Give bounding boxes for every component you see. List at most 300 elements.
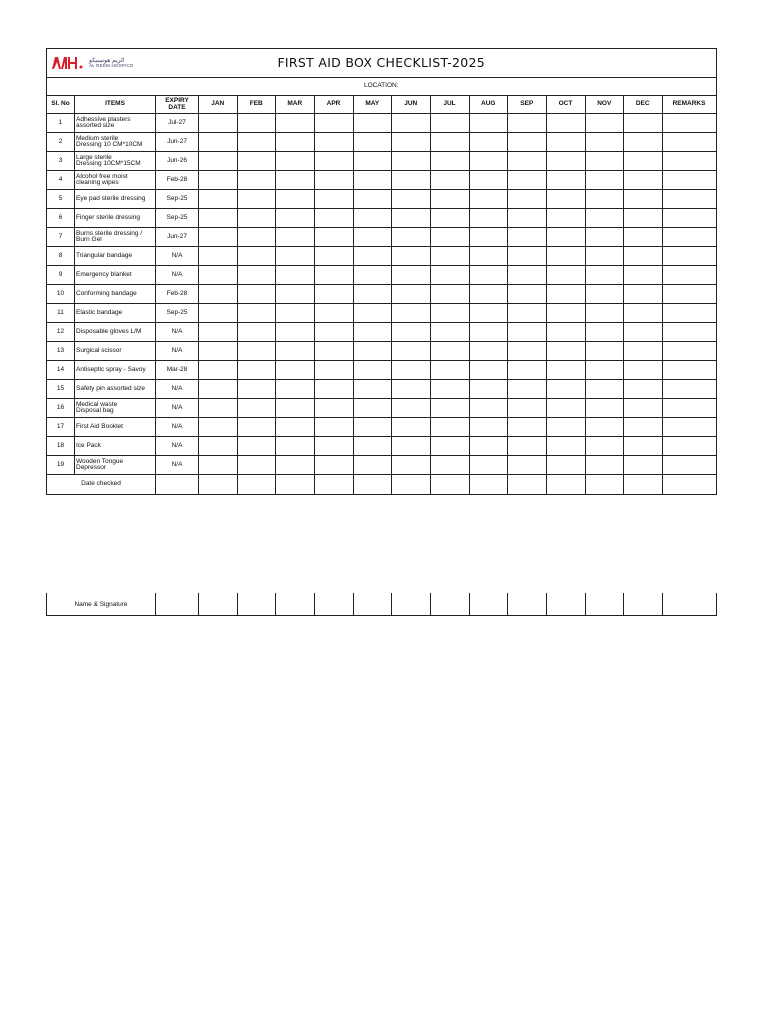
month-check-cell[interactable] [508, 304, 547, 323]
signature-cell[interactable] [156, 593, 199, 616]
month-check-cell[interactable] [314, 456, 353, 475]
month-check-cell[interactable] [392, 304, 431, 323]
remarks-cell[interactable] [662, 247, 716, 266]
month-check-cell[interactable] [624, 152, 663, 171]
month-check-cell[interactable] [585, 361, 624, 380]
month-check-cell[interactable] [314, 247, 353, 266]
month-check-cell[interactable] [546, 152, 585, 171]
signature-cell[interactable] [314, 593, 353, 616]
month-check-cell[interactable] [199, 342, 238, 361]
month-check-cell[interactable] [469, 209, 508, 228]
month-check-cell[interactable] [508, 209, 547, 228]
month-check-cell[interactable] [237, 323, 276, 342]
month-check-cell[interactable] [508, 361, 547, 380]
remarks-cell[interactable] [662, 380, 716, 399]
month-check-cell[interactable] [314, 418, 353, 437]
month-check-cell[interactable] [392, 114, 431, 133]
month-check-cell[interactable] [546, 456, 585, 475]
month-check-cell[interactable] [624, 285, 663, 304]
remarks-cell[interactable] [662, 304, 716, 323]
month-check-cell[interactable] [430, 437, 469, 456]
date-checked-cell[interactable] [662, 475, 716, 495]
month-check-cell[interactable] [546, 114, 585, 133]
month-check-cell[interactable] [624, 228, 663, 247]
month-check-cell[interactable] [314, 133, 353, 152]
signature-cell[interactable] [546, 593, 585, 616]
month-check-cell[interactable] [392, 342, 431, 361]
month-check-cell[interactable] [237, 456, 276, 475]
remarks-cell[interactable] [662, 361, 716, 380]
month-check-cell[interactable] [430, 114, 469, 133]
remarks-cell[interactable] [662, 323, 716, 342]
month-check-cell[interactable] [430, 380, 469, 399]
month-check-cell[interactable] [430, 266, 469, 285]
month-check-cell[interactable] [199, 285, 238, 304]
month-check-cell[interactable] [314, 437, 353, 456]
month-check-cell[interactable] [392, 171, 431, 190]
row-sl-no: 16 [47, 399, 75, 418]
month-check-cell[interactable] [314, 323, 353, 342]
month-check-cell[interactable] [237, 190, 276, 209]
month-check-cell[interactable] [314, 380, 353, 399]
month-check-cell[interactable] [353, 323, 392, 342]
month-check-cell[interactable] [624, 456, 663, 475]
month-check-cell[interactable] [430, 190, 469, 209]
month-check-cell[interactable] [353, 437, 392, 456]
month-check-cell[interactable] [353, 304, 392, 323]
month-check-cell[interactable] [546, 323, 585, 342]
month-check-cell[interactable] [508, 285, 547, 304]
table-row [47, 171, 717, 190]
month-check-cell[interactable] [585, 437, 624, 456]
month-check-cell[interactable] [237, 399, 276, 418]
month-check-cell[interactable] [430, 456, 469, 475]
month-check-cell[interactable] [508, 190, 547, 209]
month-check-cell[interactable] [546, 247, 585, 266]
date-checked-cell[interactable] [199, 475, 238, 495]
month-check-cell[interactable] [353, 247, 392, 266]
month-check-cell[interactable] [585, 380, 624, 399]
month-check-cell[interactable] [353, 209, 392, 228]
month-check-cell[interactable] [624, 342, 663, 361]
column-header-month: JAN [199, 96, 238, 114]
month-check-cell[interactable] [585, 190, 624, 209]
month-check-cell[interactable] [508, 247, 547, 266]
row-expiry-date: N/A [156, 266, 199, 285]
month-check-cell[interactable] [624, 190, 663, 209]
remarks-cell[interactable] [662, 437, 716, 456]
month-check-cell[interactable] [199, 266, 238, 285]
remarks-cell[interactable] [662, 456, 716, 475]
month-check-cell[interactable] [276, 361, 315, 380]
remarks-cell[interactable] [662, 228, 716, 247]
month-check-cell[interactable] [508, 266, 547, 285]
month-check-cell[interactable] [624, 361, 663, 380]
month-check-cell[interactable] [314, 361, 353, 380]
month-check-cell[interactable] [508, 114, 547, 133]
date-checked-cell[interactable] [585, 475, 624, 495]
month-check-cell[interactable] [392, 285, 431, 304]
month-check-cell[interactable] [430, 323, 469, 342]
month-check-cell[interactable] [469, 418, 508, 437]
month-check-cell[interactable] [353, 190, 392, 209]
month-check-cell[interactable] [469, 114, 508, 133]
date-checked-cell[interactable] [276, 475, 315, 495]
row-item-name: Ice Pack [75, 437, 156, 456]
month-check-cell[interactable] [585, 342, 624, 361]
month-check-cell[interactable] [546, 228, 585, 247]
month-check-cell[interactable] [314, 190, 353, 209]
month-check-cell[interactable] [624, 133, 663, 152]
date-checked-cell[interactable] [314, 475, 353, 495]
month-check-cell[interactable] [508, 342, 547, 361]
month-check-cell[interactable] [624, 437, 663, 456]
month-check-cell[interactable] [314, 114, 353, 133]
month-check-cell[interactable] [392, 456, 431, 475]
month-check-cell[interactable] [199, 456, 238, 475]
month-check-cell[interactable] [276, 285, 315, 304]
month-check-cell[interactable] [546, 285, 585, 304]
month-check-cell[interactable] [624, 304, 663, 323]
month-check-cell[interactable] [392, 209, 431, 228]
month-check-cell[interactable] [469, 266, 508, 285]
month-check-cell[interactable] [585, 133, 624, 152]
month-check-cell[interactable] [430, 304, 469, 323]
month-check-cell[interactable] [276, 304, 315, 323]
signature-cell[interactable] [662, 593, 716, 616]
month-check-cell[interactable] [546, 133, 585, 152]
month-check-cell[interactable] [392, 133, 431, 152]
row-sl-no: 13 [47, 342, 75, 361]
signature-cell[interactable] [469, 593, 508, 616]
month-check-cell[interactable] [392, 361, 431, 380]
column-header-remarks: REMARKS [662, 96, 716, 114]
signature-cell[interactable] [508, 593, 547, 616]
signature-cell[interactable] [392, 593, 431, 616]
date-checked-cell[interactable] [156, 475, 199, 495]
month-check-cell[interactable] [276, 133, 315, 152]
month-check-cell[interactable] [430, 247, 469, 266]
table-row [47, 323, 717, 342]
month-check-cell[interactable] [276, 228, 315, 247]
month-check-cell[interactable] [585, 171, 624, 190]
month-check-cell[interactable] [199, 114, 238, 133]
month-check-cell[interactable] [199, 171, 238, 190]
row-sl-no: 9 [47, 266, 75, 285]
month-check-cell[interactable] [546, 418, 585, 437]
row-item-name: Burns sterile dressing / Burn Gel [75, 228, 156, 247]
month-check-cell[interactable] [314, 342, 353, 361]
month-check-cell[interactable] [353, 133, 392, 152]
month-check-cell[interactable] [353, 266, 392, 285]
month-check-cell[interactable] [469, 380, 508, 399]
month-check-cell[interactable] [276, 456, 315, 475]
month-check-cell[interactable] [314, 209, 353, 228]
month-check-cell[interactable] [430, 342, 469, 361]
month-check-cell[interactable] [624, 380, 663, 399]
column-header-month: FEB [237, 96, 276, 114]
month-check-cell[interactable] [546, 209, 585, 228]
month-check-cell[interactable] [585, 456, 624, 475]
month-check-cell[interactable] [353, 418, 392, 437]
signature-cell[interactable] [276, 593, 315, 616]
month-check-cell[interactable] [392, 247, 431, 266]
month-check-cell[interactable] [546, 342, 585, 361]
month-check-cell[interactable] [276, 266, 315, 285]
row-expiry-date: Jun-27 [156, 228, 199, 247]
month-check-cell[interactable] [546, 304, 585, 323]
month-check-cell[interactable] [199, 133, 238, 152]
date-checked-cell[interactable] [430, 475, 469, 495]
month-check-cell[interactable] [508, 399, 547, 418]
date-checked-cell[interactable] [546, 475, 585, 495]
month-check-cell[interactable] [199, 418, 238, 437]
remarks-cell[interactable] [662, 418, 716, 437]
month-check-cell[interactable] [508, 380, 547, 399]
month-check-cell[interactable] [353, 171, 392, 190]
month-check-cell[interactable] [237, 285, 276, 304]
month-check-cell[interactable] [392, 399, 431, 418]
row-sl-no: 10 [47, 285, 75, 304]
month-check-cell[interactable] [624, 266, 663, 285]
column-header-month: MAY [353, 96, 392, 114]
month-check-cell[interactable] [276, 437, 315, 456]
month-check-cell[interactable] [353, 114, 392, 133]
signature-cell[interactable] [353, 593, 392, 616]
month-check-cell[interactable] [353, 399, 392, 418]
month-check-cell[interactable] [585, 418, 624, 437]
month-check-cell[interactable] [546, 361, 585, 380]
month-check-cell[interactable] [508, 133, 547, 152]
month-check-cell[interactable] [546, 437, 585, 456]
month-check-cell[interactable] [624, 418, 663, 437]
month-check-cell[interactable] [237, 171, 276, 190]
month-check-cell[interactable] [392, 437, 431, 456]
row-expiry-date: Sep-25 [156, 190, 199, 209]
signature-cell[interactable] [199, 593, 238, 616]
month-check-cell[interactable] [469, 342, 508, 361]
signature-cell[interactable] [624, 593, 663, 616]
month-check-cell[interactable] [585, 323, 624, 342]
month-check-cell[interactable] [276, 209, 315, 228]
month-check-cell[interactable] [237, 266, 276, 285]
remarks-cell[interactable] [662, 285, 716, 304]
logo-english-text: AL REEM HOSPICO [89, 62, 134, 68]
date-checked-cell[interactable] [237, 475, 276, 495]
month-check-cell[interactable] [469, 247, 508, 266]
month-check-cell[interactable] [585, 399, 624, 418]
month-check-cell[interactable] [469, 190, 508, 209]
remarks-cell[interactable] [662, 171, 716, 190]
month-check-cell[interactable] [237, 247, 276, 266]
month-check-cell[interactable] [469, 361, 508, 380]
date-checked-cell[interactable] [469, 475, 508, 495]
row-sl-no: 2 [47, 133, 75, 152]
month-check-cell[interactable] [392, 190, 431, 209]
month-check-cell[interactable] [430, 209, 469, 228]
month-check-cell[interactable] [508, 418, 547, 437]
column-header-month: DEC [624, 96, 663, 114]
month-check-cell[interactable] [237, 228, 276, 247]
month-check-cell[interactable] [237, 133, 276, 152]
month-check-cell[interactable] [469, 399, 508, 418]
remarks-cell[interactable] [662, 152, 716, 171]
month-check-cell[interactable] [430, 228, 469, 247]
remarks-cell[interactable] [662, 114, 716, 133]
month-check-cell[interactable] [314, 266, 353, 285]
month-check-cell[interactable] [199, 380, 238, 399]
month-check-cell[interactable] [585, 114, 624, 133]
month-check-cell[interactable] [199, 399, 238, 418]
signature-cell[interactable] [237, 593, 276, 616]
signature-cell[interactable] [430, 593, 469, 616]
remarks-cell[interactable] [662, 266, 716, 285]
month-check-cell[interactable] [469, 304, 508, 323]
month-check-cell[interactable] [353, 361, 392, 380]
row-sl-no: 3 [47, 152, 75, 171]
month-check-cell[interactable] [237, 361, 276, 380]
month-check-cell[interactable] [314, 171, 353, 190]
remarks-cell[interactable] [662, 133, 716, 152]
month-check-cell[interactable] [624, 247, 663, 266]
month-check-cell[interactable] [624, 399, 663, 418]
month-check-cell[interactable] [353, 342, 392, 361]
month-check-cell[interactable] [508, 171, 547, 190]
month-check-cell[interactable] [237, 342, 276, 361]
month-check-cell[interactable] [199, 437, 238, 456]
month-check-cell[interactable] [392, 323, 431, 342]
month-check-cell[interactable] [430, 399, 469, 418]
month-check-cell[interactable] [392, 418, 431, 437]
month-check-cell[interactable] [199, 209, 238, 228]
month-check-cell[interactable] [276, 247, 315, 266]
month-check-cell[interactable] [585, 266, 624, 285]
month-check-cell[interactable] [585, 304, 624, 323]
month-check-cell[interactable] [508, 437, 547, 456]
date-checked-cell[interactable] [624, 475, 663, 495]
row-item-name: Surgical scissor [75, 342, 156, 361]
remarks-cell[interactable] [662, 209, 716, 228]
month-check-cell[interactable] [430, 152, 469, 171]
month-check-cell[interactable] [314, 152, 353, 171]
month-check-cell[interactable] [469, 456, 508, 475]
signature-cell[interactable] [585, 593, 624, 616]
month-check-cell[interactable] [392, 152, 431, 171]
month-check-cell[interactable] [546, 266, 585, 285]
month-check-cell[interactable] [314, 228, 353, 247]
month-check-cell[interactable] [237, 114, 276, 133]
month-check-cell[interactable] [199, 190, 238, 209]
month-check-cell[interactable] [546, 190, 585, 209]
month-check-cell[interactable] [430, 418, 469, 437]
month-check-cell[interactable] [546, 380, 585, 399]
month-check-cell[interactable] [585, 228, 624, 247]
month-check-cell[interactable] [237, 380, 276, 399]
remarks-cell[interactable] [662, 190, 716, 209]
month-check-cell[interactable] [237, 437, 276, 456]
month-check-cell[interactable] [508, 456, 547, 475]
month-check-cell[interactable] [353, 380, 392, 399]
month-check-cell[interactable] [624, 323, 663, 342]
month-check-cell[interactable] [276, 323, 315, 342]
remarks-cell[interactable] [662, 342, 716, 361]
month-check-cell[interactable] [353, 152, 392, 171]
month-check-cell[interactable] [624, 171, 663, 190]
month-check-cell[interactable] [392, 228, 431, 247]
month-check-cell[interactable] [276, 190, 315, 209]
month-check-cell[interactable] [508, 228, 547, 247]
column-header-month: AUG [469, 96, 508, 114]
date-checked-cell[interactable] [508, 475, 547, 495]
month-check-cell[interactable] [469, 228, 508, 247]
month-check-cell[interactable] [199, 361, 238, 380]
month-check-cell[interactable] [469, 133, 508, 152]
month-check-cell[interactable] [314, 285, 353, 304]
month-check-cell[interactable] [237, 209, 276, 228]
month-check-cell[interactable] [199, 228, 238, 247]
date-checked-cell[interactable] [353, 475, 392, 495]
month-check-cell[interactable] [276, 399, 315, 418]
month-check-cell[interactable] [353, 285, 392, 304]
month-check-cell[interactable] [508, 323, 547, 342]
month-check-cell[interactable] [276, 418, 315, 437]
month-check-cell[interactable] [469, 171, 508, 190]
column-header-items: ITEMS [75, 96, 156, 114]
month-check-cell[interactable] [469, 437, 508, 456]
month-check-cell[interactable] [392, 266, 431, 285]
table-row [47, 380, 717, 399]
month-check-cell[interactable] [199, 152, 238, 171]
month-check-cell[interactable] [314, 399, 353, 418]
month-check-cell[interactable] [237, 418, 276, 437]
month-check-cell[interactable] [430, 171, 469, 190]
month-check-cell[interactable] [276, 114, 315, 133]
month-check-cell[interactable] [199, 247, 238, 266]
month-check-cell[interactable] [430, 285, 469, 304]
month-check-cell[interactable] [276, 152, 315, 171]
month-check-cell[interactable] [546, 171, 585, 190]
month-check-cell[interactable] [353, 228, 392, 247]
month-check-cell[interactable] [276, 380, 315, 399]
month-check-cell[interactable] [585, 285, 624, 304]
month-check-cell[interactable] [276, 171, 315, 190]
month-check-cell[interactable] [392, 380, 431, 399]
month-check-cell[interactable] [237, 304, 276, 323]
date-checked-cell[interactable] [392, 475, 431, 495]
month-check-cell[interactable] [624, 114, 663, 133]
month-check-cell[interactable] [585, 209, 624, 228]
month-check-cell[interactable] [199, 304, 238, 323]
month-check-cell[interactable] [276, 342, 315, 361]
month-check-cell[interactable] [469, 285, 508, 304]
row-item-name: Large sterile Dressing 10CM*15CM [75, 152, 156, 171]
remarks-cell[interactable] [662, 399, 716, 418]
month-check-cell[interactable] [199, 323, 238, 342]
month-check-cell[interactable] [430, 133, 469, 152]
month-check-cell[interactable] [508, 152, 547, 171]
month-check-cell[interactable] [546, 399, 585, 418]
month-check-cell[interactable] [585, 247, 624, 266]
row-expiry-date: Feb-28 [156, 285, 199, 304]
month-check-cell[interactable] [430, 361, 469, 380]
month-check-cell[interactable] [585, 152, 624, 171]
month-check-cell[interactable] [353, 456, 392, 475]
month-check-cell[interactable] [469, 323, 508, 342]
month-check-cell[interactable] [624, 209, 663, 228]
month-check-cell[interactable] [469, 152, 508, 171]
month-check-cell[interactable] [314, 304, 353, 323]
month-check-cell[interactable] [237, 152, 276, 171]
